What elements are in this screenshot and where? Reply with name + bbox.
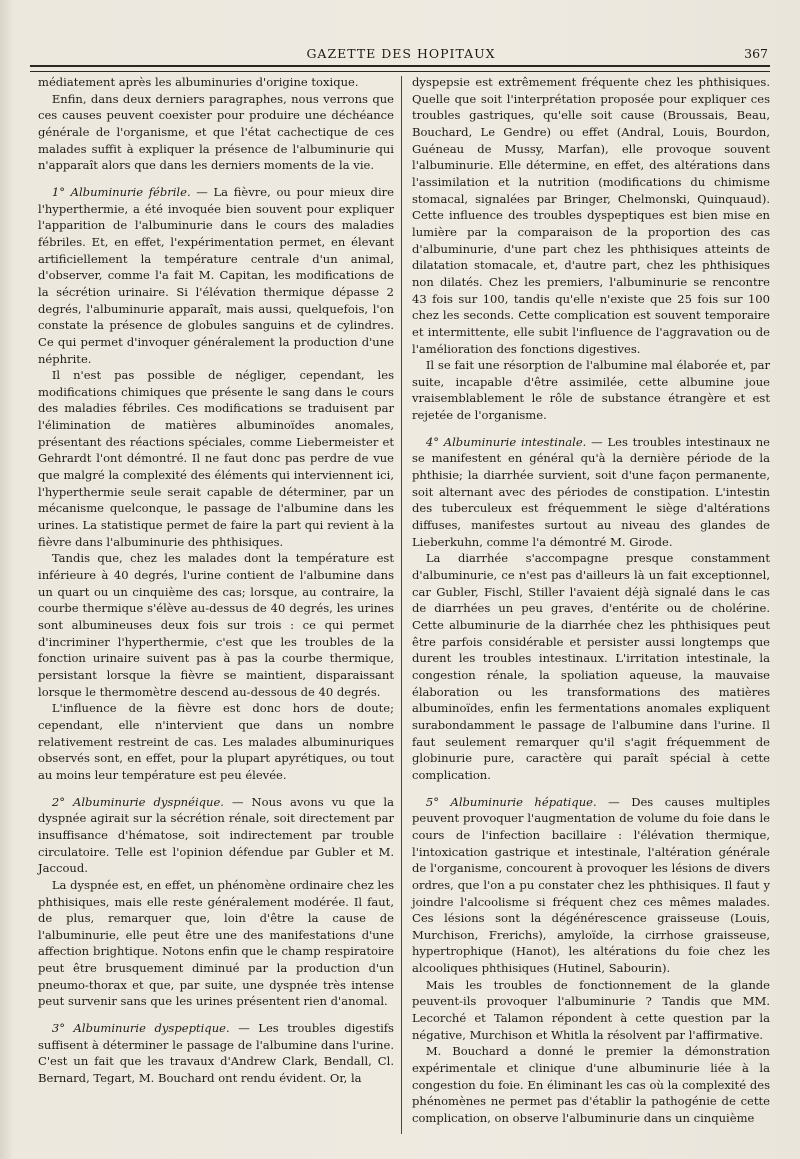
column-divider — [401, 76, 402, 1134]
paragraph: L'influence de la fièvre est donc hors de doute; cependant, elle n'intervient que dans un nombre relativement restreint de cas. Les malades albuminuriques observés sont, en effet, pour la plupart apyrétiques, ou tout au moins leur température est peu élevée. — [38, 701, 394, 782]
page-number: 367 — [744, 46, 768, 61]
section-albuminurie-intestinale — [412, 434, 770, 551]
paragraph: Il se fait une résorption de l'albumine mal élaborée et, par suite, incapable d'être assimilée, cette albumine joue vraisemblablement le rôle de substance étrangère et est rejetée de l'organisme. — [412, 358, 770, 423]
section-heading: 4° Albuminurie intestinale. — [425, 434, 587, 449]
section-heading: 2° Albuminurie dyspnéique. — [51, 794, 224, 809]
paragraph: Enfin, dans deux derniers paragraphes, nous verrons que ces causes peuvent coexister pour produire une déchéance générale de l'organisme, et que l'état cachectique de ces malades suffit à expliquer la présence de l'albuminurie qui n'apparaît alors que dans les derniers moments de la vie. — [38, 91, 394, 173]
section-body: — La fièvre, ou pour mieux dire l'hyperthermie, a été invoquée bien souvent pour expliquer l'apparition de l'albuminurie dans le cours des maladies fébriles. Et, en effet, l'expérimentation permet, en élevant artificiellement la température centrale d'un animal, d'observer, comme l'a fait M. Capitan, les modifications de la sécrétion urinaire. Si l'élévation thermique dépasse 2 degrés, l'albuminurie apparaît, mais aussi, quelquefois, l'on constate la présence de globules sanguins et de cylindres. Ce qui permet d'invoquer généralement la production d'une néphrite. — [38, 184, 394, 366]
paragraph: M. Bouchard a donné le premier la démonstration expérimentale et clinique d'une albuminurie liée à la congestion du foie. En éliminant les cas où la complexité des phénomènes ne permet pas d'établir la pathogénie de cette complication, on observe l'albuminurie dans un cinquième — [412, 1044, 770, 1126]
paragraph: La diarrhée s'accompagne presque constamment d'albuminurie, ce n'est pas d'ailleurs là un fait exceptionnel, car Gubler, Fischl, Stiller l'avaient déjà signalé dans le cas de diarrhées un peu graves, d'entérite ou de cholérine. Cette albuminurie de la diarrhée chez les phthisiques peut être parfois considérable et persister aussi longtemps que durent les troubles intestinaux. L'irritation intestinale, la congestion rénale, la spoliation aqueuse, la mauvaise élaboration ou les transformations des matières albuminoïdes, enfin les fermentations anomales expliquent surabondamment le passage de l'albumine dans l'urine. Il faut seulement remarquer qu'il s'agit fréquemment de globinurie pure, caractère qui paraît spécial à cette complication. — [412, 551, 770, 782]
section-albuminurie-dyspeptique — [38, 1020, 394, 1087]
paragraph: Mais les troubles de fonctionnement de la glande peuvent-ils provoquer l'albuminurie ? Tandis que MM. Lecorché et Talamon répondent à cette question par la négative, Murchison et Whitla la résolvent par l'affirmative. — [412, 977, 770, 1042]
section-heading: 5° Albuminurie hépatique. — [425, 794, 597, 809]
section-body: — Des causes multiples peuvent provoquer l'augmentation de volume du foie dans le cours de l'infection bacillaire : l'élévation thermique, l'intoxication gastrique et intestinale, l'altération générale de l'organisme, concourent à provoquer les lésions de divers ordres, que l'on a pu constater chez les phthisiques. Il faut y joindre l'alcoolisme si fréquent chez ces mêmes malades. Ces lésions sont la dégénérescence graisseuse (Louis, Murchison, Frerichs), amyloïde, la cirrhose graisseuse, hypertrophique (Hanot), les altérations du foie chez les alcooliques phthisiques (Hutinel, Sabourin). — [412, 794, 770, 976]
left-column — [38, 74, 394, 1087]
paragraph: La dyspnée est, en effet, un phénomène ordinaire chez les phthisiques, mais elle reste généralement modérée. Il faut, de plus, remarquer que, loin d'être la cause de l'albuminurie, elle peut être une des manifestations d'une affection brightique. Notons enfin que le champ respiratoire peut être brusquement diminué par la production d'un pneumo-thorax et que, par suite, une dyspnée très intense peut survenir sans que les urines présentent rien d'anomal. — [38, 877, 394, 1009]
paragraph: Il n'est pas possible de négliger, cependant, les modifications chimiques que présente le sang dans le cours des maladies fébriles. Ces modifications se traduisent par l'élimination de matières albuminoïdes anomales, présentant des réactions spéciales, comme Liebermeister et Gehrardt l'ont démontré. Il ne faut donc pas perdre de vue que malgré la complexité des éléments qui interviennent ici, l'hyperthermie seule serait capable de déterminer, par un mécanisme quelconque, le passage de l'albumine dans les urines. La statistique permet de faire la part qui revient à la fièvre dans l'albuminurie des phthisiques. — [38, 368, 394, 549]
section-body: — Les troubles intestinaux ne se manifestent en général qu'à la dernière période de la phthisie; la diarrhée survient, soit d'une façon permanente, soit alternant avec des périodes de constipation. L'intestin des tuberculeux est fréquemment le siège d'altérations diffuses, manifestes surtout au niveau des glandes de Lieberkuhn, comme l'a démontré M. Girode. — [412, 434, 770, 549]
journal-title: GAZETTE DES HOPITAUX — [306, 46, 496, 61]
section-albuminurie-hepatique — [412, 794, 770, 977]
section-albuminurie-febrile — [38, 184, 394, 367]
page-header — [30, 44, 772, 64]
section-heading: 3° Albuminurie dyspeptique. — [51, 1021, 230, 1036]
paragraph: Tandis que, chez les malades dont la température est inférieure à 40 degrés, l'urine contient de l'albumine dans un quart ou un cinquième des cas; lorsque, au contraire, la courbe thermique s'élève au-dessus de 40 degrés, les urines sont albumineuses deux fois sur trois : ce qui permet d'incriminer l'hyperthermie, c'est que les troubles de la fonction urinaire suivent pas à pas la courbe thermique, persistant lorsque la fièvre se maintient, disparaissant lorsque le thermomètre descend au-dessous de 40 degrés. — [38, 551, 394, 699]
paragraph: dyspepsie est extrêmement fréquente chez les phthisiques. Quelle que soit l'interprétation proposée pour expliquer ces troubles gastriques, qu'elle soit cause (Broussais, Beau, Bouchard, Le Gendre) ou effet (Andral, Louis, Bourdon, Guéneau de Mussy, Marfan), elle provoque souvent l'albuminurie. Elle détermine, en effet, des altérations dans l'assimilation et la nutrition (modifications du chimisme stomacal, signalées par Bringer, Chelmonski, Quinquaud). Cette influence des troubles dyspeptiques est bien mise en lumière par la comparaison de la proportion des cas d'albuminurie, d'une part chez les phthisiques atteints de dilatation stomacale, et, d'autre part, chez les phthisiques non dilatés. Chez les premiers, l'albuminurie se rencontre 43 fois sur 100, tandis qu'elle n'existe que 25 fois sur 100 chez les seconds. Cette complication est souvent temporaire et intermittente, elle subit l'influence de l'aggravation ou de l'amélioration des fonctions digestives. — [412, 75, 770, 356]
paragraph: médiatement après les albuminuries d'origine toxique. — [38, 75, 359, 89]
section-albuminurie-dyspneique — [38, 794, 394, 877]
section-body: — Nous avons vu que la dyspnée agirait sur la sécrétion rénale, soit directement par insuffisance d'hématose, soit indirectement par trouble circulatoire. Telle est l'opinion défendue par Gubler et M. Jaccoud. — [38, 794, 394, 876]
section-heading: 1° Albuminurie fébrile. — [51, 184, 191, 199]
section-body: — Les troubles digestifs suffisent à déterminer le passage de l'albumine dans l'urine. C'est un fait que les travaux d'Andrew Clark, Bendall, Cl. Bernard, Tegart, M. Bouchard ont rendu évident. Or, la — [38, 1021, 394, 1086]
right-column — [412, 74, 770, 1127]
header-rule — [30, 65, 770, 72]
